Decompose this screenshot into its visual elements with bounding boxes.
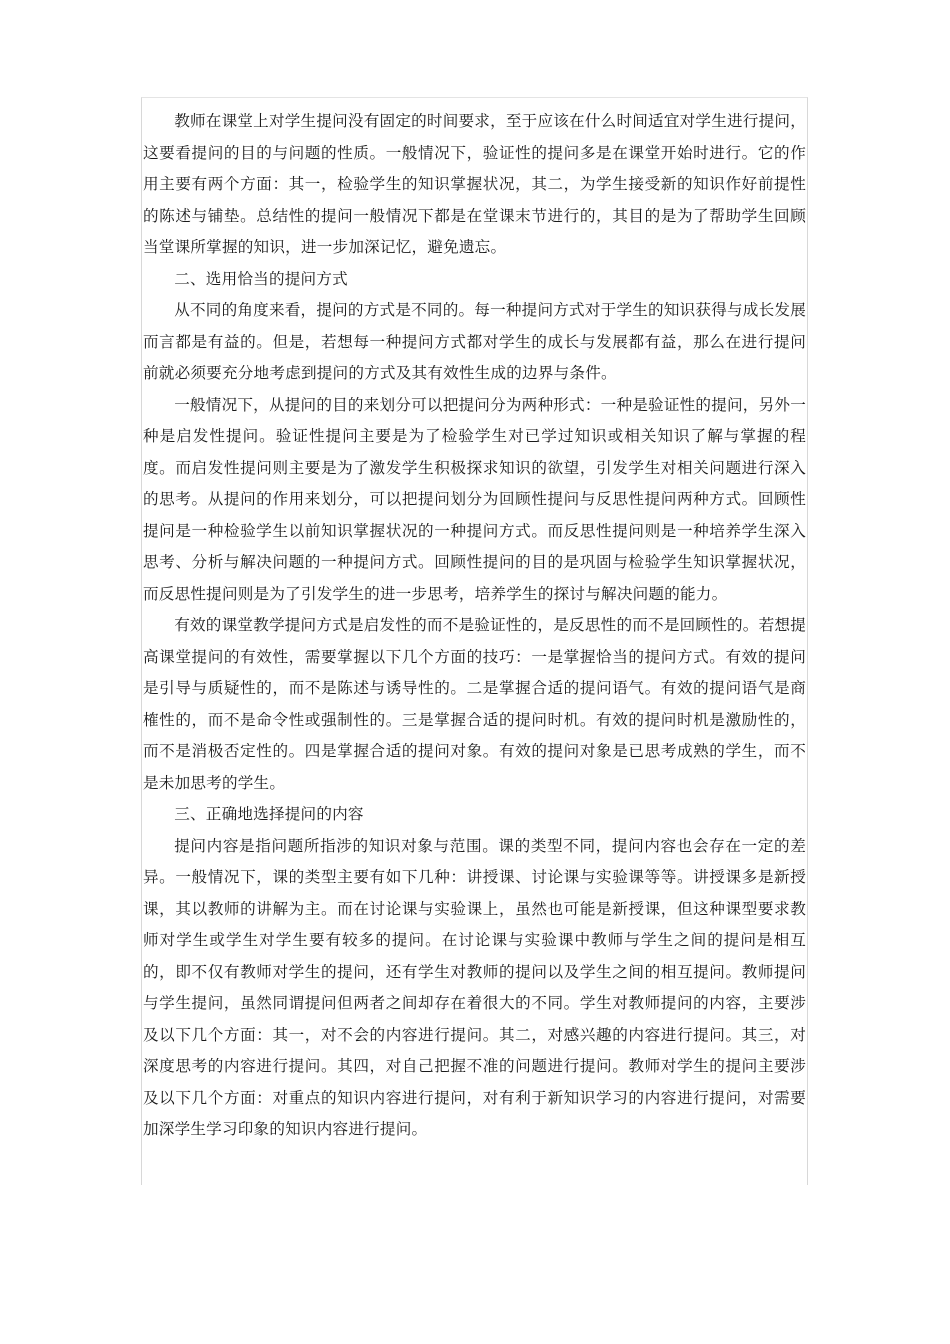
section-heading-3: 三、正确地选择提问的内容 [174, 805, 364, 823]
paragraph-effective-questioning: 有效的课堂教学提问方式是启发性的而不是验证性的，是反思性的而不是回顾性的。若想提高课堂提问的有效性，需要掌握以下几个方面的技巧：一是掌握恰当的提问方式。有效的提问是引导与质疑性的，而不是陈述与诱导性的。二是掌握合适的提问语气。有效的提问语气是商榷性的，而不是命令性或强制性的。三是掌握合适的提问时机。有效的提问时机是激励性的，而不是消极否定性的。四是掌握合适的提问对象。有效的提问对象是已思考成熟的学生，而不是未加思考的学生。 [143, 616, 806, 792]
section-heading-2: 二、选用恰当的提问方式 [174, 269, 348, 288]
paragraph-question-timing: 教师在课堂上对学生提问没有固定的时间要求，至于应该在什么时间适宜对学生进行提问，这要看提问的目的与问题的性质。一般情况下，验证性的提问多是在课堂开始时进行。它的作用主要有两个方面：其一，检验学生的知识掌握状况，其二，为学生接受新的知识作好前提性的陈述与铺垫。总结性的提问一般情况下都是在堂课末节进行的，其目的是为了帮助学生回顾当堂课所掌握的知识，进一步加深记忆，避免遗忘。 [143, 112, 806, 256]
paragraph-question-types: 一般情况下，从提问的目的来划分可以把提问分为两种形式：一种是验证性的提问，另外一种是启发性提问。验证性提问主要是为了检验学生对已学过知识或相关知识了解与掌握的程度。而启发性提问则主要是为了激发学生积极探求知识的欲望，引发学生对相关问题进行深入的思考。从提问的作用来划分，可以把提问划分为回顾性提问与反思性提问两种方式。回顾性提问是一种检验学生以前知识掌握状况的一种提问方式。而反思性提问则是一种培养学生深入思考、分析与解决问题的一种提问方式。回顾性提问的目的是巩固与检验学生知识掌握状况，而反思性提问则是为了引发学生的进一步思考，培养学生的探讨与解决问题的能力。 [143, 395, 806, 603]
document-body [143, 106, 806, 1146]
paragraph-question-methods-intro: 从不同的角度来看，提问的方式是不同的。每一种提问方式对于学生的知识获得与成长发展而言都是有益的。但是，若想每一种提问方式都对学生的成长与发展都有益，那么在进行提问前就必须要充分地考虑到提问的方式及其有效性生成的边界与条件。 [143, 301, 806, 382]
paragraph-question-content: 提问内容是指问题所指涉的知识对象与范围。课的类型不同，提问内容也会存在一定的差异。一般情况下，课的类型主要有如下几种：讲授课、讨论课与实验课等等。讲授课多是新授课，其以教师的讲解为主。而在讨论课与实验课上，虽然也可能是新授课，但这种课型要求教师对学生或学生对学生要有较多的提问。在讨论课与实验课中教师与学生之间的提问是相互的，即不仅有教师对学生的提问，还有学生对教师的提问以及学生之间的相互提问。教师提问与学生提问，虽然同谓提问但两者之间却存在着很大的不同。学生对教师提问的内容，主要涉及以下几个方面：其一，对不会的内容进行提问。其二，对感兴趣的内容进行提问。其三，对深度思考的内容进行提问。其四，对自己把握不准的问题进行提问。教师对学生的提问主要涉及以下几个方面：对重点的知识内容进行提问，对有利于新知识学习的内容进行提问，对需要加深学生学习印象的知识内容进行提问。 [143, 836, 806, 1138]
